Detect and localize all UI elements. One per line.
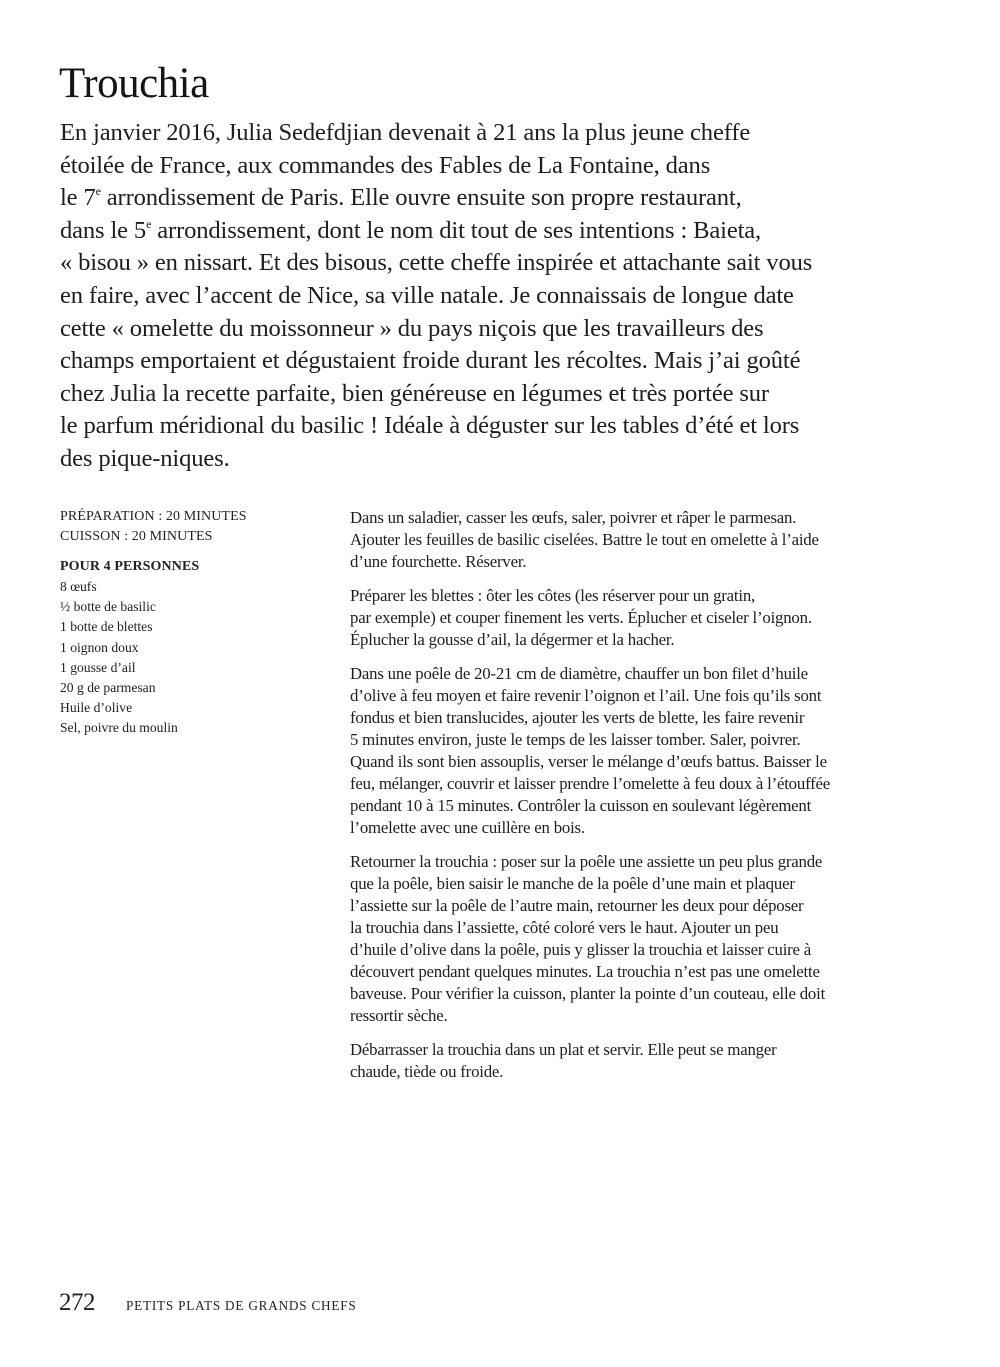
preparation-time: PRÉPARATION : 20 MINUTES bbox=[60, 509, 247, 524]
recipe-intro bbox=[60, 117, 940, 476]
ordinal-superscript: e bbox=[95, 184, 101, 199]
intro-line: en faire, avec l’accent de Nice, sa ville natale. Je connaissais de longue date bbox=[60, 281, 794, 309]
step-paragraph bbox=[350, 663, 930, 838]
intro-line: dans le 5e arrondissement, dont le nom dit tout de ses intentions : Baieta, bbox=[60, 216, 762, 244]
step-line: pendant 10 à 15 minutes. Contrôler la cuisson en soulevant légèrement bbox=[350, 795, 812, 815]
ingredient-item: 8 œufs bbox=[60, 579, 97, 594]
recipe-steps bbox=[350, 507, 930, 1095]
step-paragraph bbox=[350, 507, 930, 573]
step-line: feu, mélanger, couvrir et laisser prendre l’omelette à feu doux à l’étouffée bbox=[350, 773, 831, 793]
step-line: par exemple) et couper finement les verts. Éplucher et ciseler l’oignon. bbox=[350, 608, 812, 628]
recipe-sidebar bbox=[60, 507, 330, 739]
ingredient-item: 1 botte de blettes bbox=[60, 619, 153, 635]
step-line: chaude, tiède ou froide. bbox=[350, 1061, 504, 1081]
ingredient-list bbox=[60, 577, 330, 739]
step-line: Débarrasser la trouchia dans un plat et servir. Elle peut se manger bbox=[350, 1039, 777, 1059]
step-line: d’huile d’olive dans la poêle, puis y glisser la trouchia et laisser cuire à bbox=[350, 939, 812, 959]
intro-line: chez Julia la recette parfaite, bien généreuse en légumes et très portée sur bbox=[60, 379, 769, 407]
intro-line: champs emportaient et dégustaient froide durant les récoltes. Mais j’ai goûté bbox=[60, 347, 801, 375]
step-line: baveuse. Pour vérifier la cuisson, planter la pointe d’un couteau, elle doit bbox=[350, 983, 826, 1003]
step-line: Préparer les blettes : ôter les côtes (les réserver pour un gratin, bbox=[350, 586, 756, 606]
intro-line: En janvier 2016, Julia Sedefdjian devenait à 21 ans la plus jeune cheffe bbox=[60, 119, 751, 146]
step-line: découvert pendant quelques minutes. La trouchia n’est pas une omelette bbox=[350, 961, 820, 981]
step-line: la trouchia dans l’assiette, côté coloré vers le haut. Ajouter un peu bbox=[350, 917, 779, 937]
step-line: que la poêle, bien saisir le manche de la poêle d’une main et plaquer bbox=[350, 874, 795, 894]
ingredient-item: Huile d’olive bbox=[60, 700, 133, 716]
step-paragraph bbox=[350, 1039, 930, 1083]
page-footer bbox=[59, 1289, 357, 1317]
ingredient-item: 20 g de parmesan bbox=[60, 680, 156, 696]
step-line: Quand ils sont bien assouplis, verser le mélange d’œufs battus. Baisser le bbox=[350, 752, 827, 772]
step-line: d’olive à feu moyen et faire revenir l’oignon et l’ail. Une fois qu’ils sont bbox=[350, 686, 822, 706]
step-line: l’omelette avec une cuillère en bois. bbox=[350, 817, 585, 837]
ingredient-item: Sel, poivre du moulin bbox=[60, 720, 178, 736]
intro-line: cette « omelette du moissonneur » du pays niçois que les travailleurs des bbox=[60, 314, 764, 342]
step-line: Éplucher la gousse d’ail, la dégermer et la hacher. bbox=[350, 630, 675, 650]
ingredient-item: 1 oignon doux bbox=[60, 639, 139, 655]
step-line: l’assiette sur la poêle de l’autre main, retourner les deux pour déposer bbox=[350, 896, 804, 915]
servings-heading: POUR 4 PERSONNES bbox=[60, 559, 200, 574]
book-title: PETITS PLATS DE GRANDS CHEFS bbox=[126, 1298, 357, 1313]
step-line: Ajouter les feuilles de basilic ciselées. Battre le tout en omelette à l’aide bbox=[350, 529, 819, 549]
step-paragraph bbox=[350, 851, 930, 1026]
step-line: Dans une poêle de 20-21 cm de diamètre, chauffer un bon filet d’huile bbox=[350, 664, 808, 684]
step-line: ressortir sèche. bbox=[350, 1005, 448, 1025]
ordinal-superscript: e bbox=[146, 216, 152, 231]
intro-line: le parfum méridional du basilic ! Idéale à déguster sur les tables d’été et lors bbox=[60, 412, 800, 440]
ingredient-item: 1 gousse d’ail bbox=[60, 659, 136, 675]
recipe-title: Trouchia bbox=[59, 60, 209, 107]
step-line: fondus et bien translucides, ajouter les verts de blette, les faire revenir bbox=[350, 708, 805, 728]
intro-line: « bisou » en nissart. Et des bisous, cette cheffe inspirée et attachante sait vous bbox=[60, 249, 813, 277]
ingredient-item: ½ botte de basilic bbox=[60, 599, 156, 615]
step-paragraph bbox=[350, 585, 930, 651]
step-line: d’une fourchette. Réserver. bbox=[350, 551, 527, 571]
intro-line: des pique-niques. bbox=[60, 444, 230, 472]
step-line: Dans un saladier, casser les œufs, saler, poivrer et râper le parmesan. bbox=[350, 508, 797, 527]
step-line: 5 minutes environ, juste le temps de les laisser tomber. Saler, poivrer. bbox=[350, 730, 801, 750]
cooking-time: CUISSON : 20 MINUTES bbox=[60, 528, 213, 544]
page-number: 272 bbox=[59, 1289, 95, 1316]
intro-line: le 7e arrondissement de Paris. Elle ouvre ensuite son propre restaurant, bbox=[60, 184, 742, 212]
step-line: Retourner la trouchia : poser sur la poêle une assiette un peu plus grande bbox=[350, 852, 823, 872]
intro-line: étoilée de France, aux commandes des Fables de La Fontaine, dans bbox=[60, 151, 711, 179]
